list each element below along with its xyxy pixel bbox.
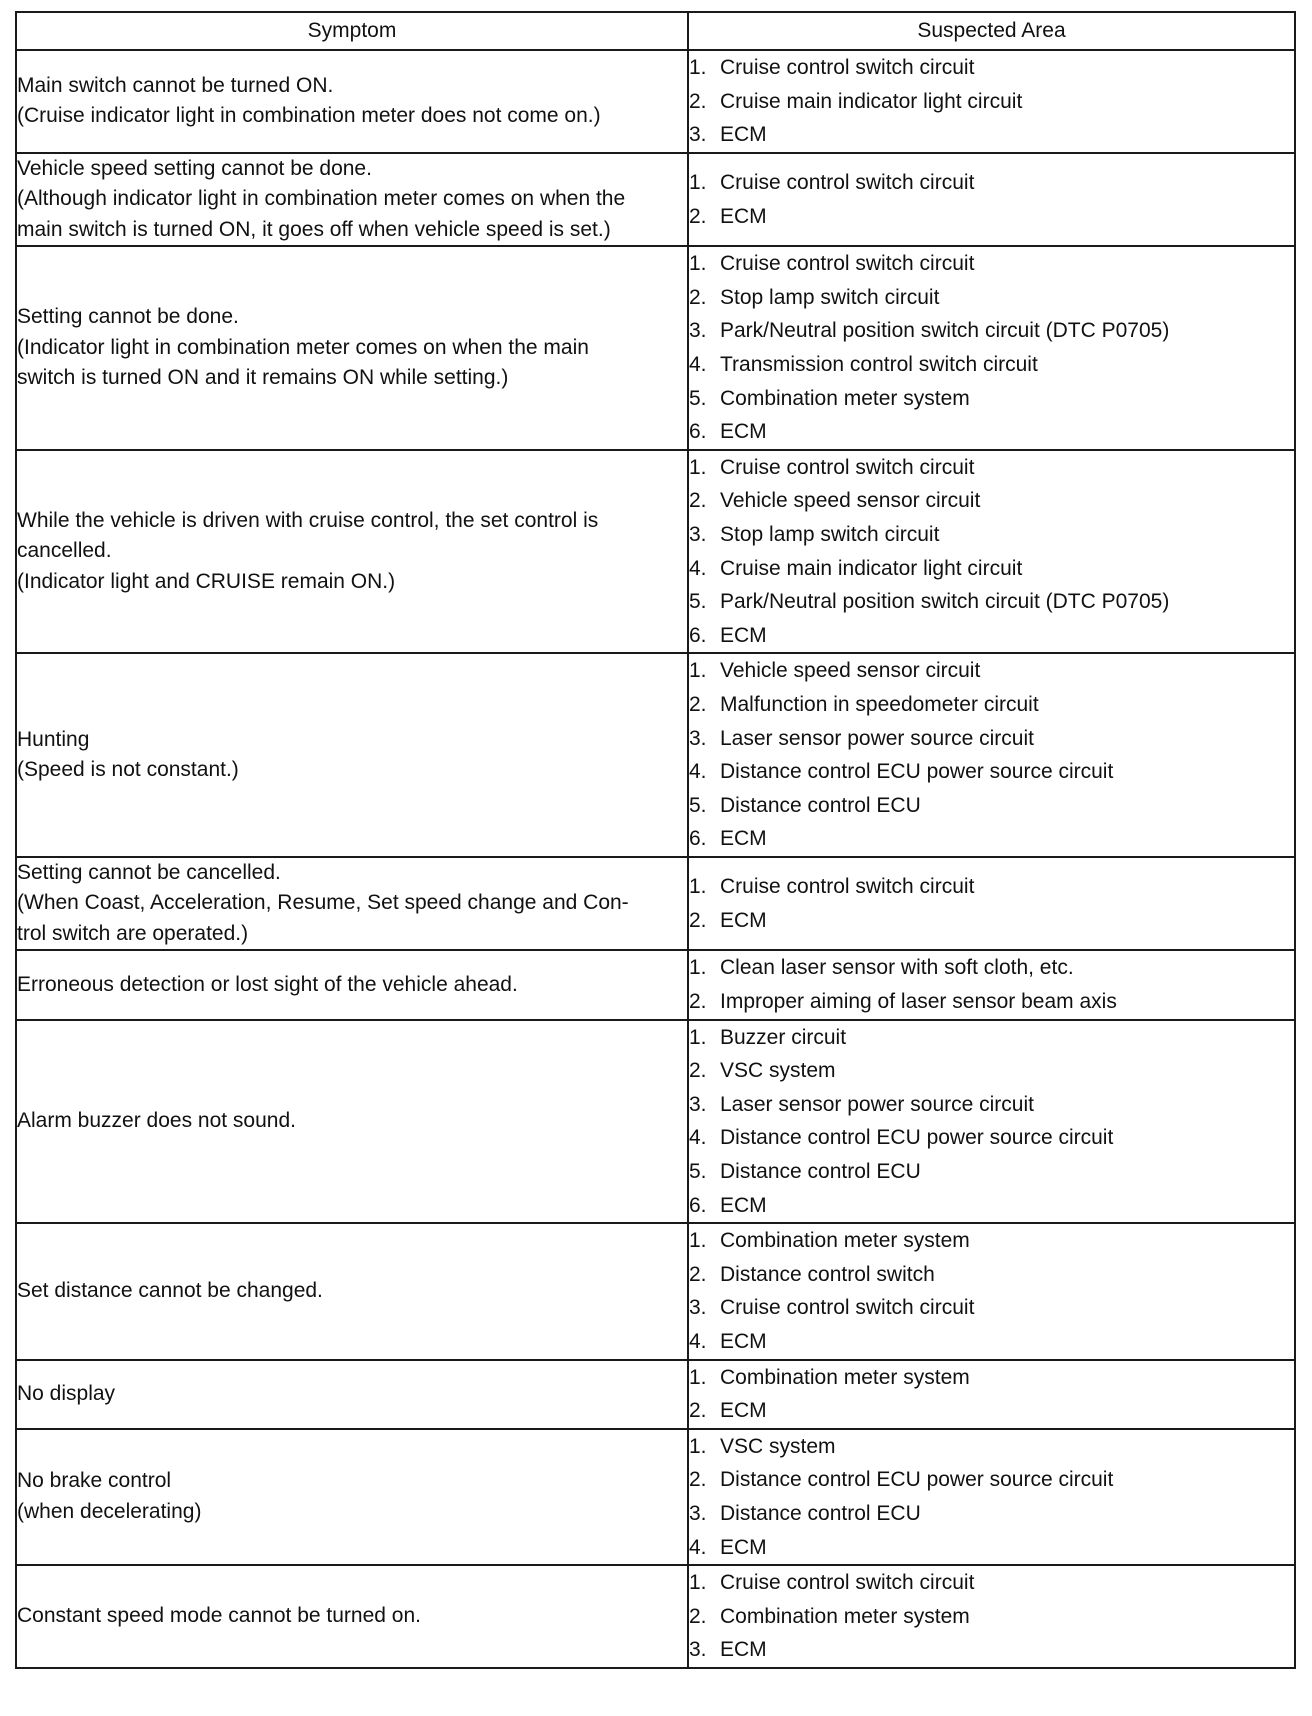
- symptom-cell: [16, 1360, 688, 1429]
- item-number: 2.: [689, 1468, 707, 1492]
- suspected-area-item: [689, 1361, 1294, 1395]
- symptom-text: Main switch cannot be turned ON.: [17, 73, 334, 97]
- suspected-area-text: Stop lamp switch circuit: [720, 523, 940, 547]
- suspected-area-item: [689, 281, 1294, 315]
- item-number: 1.: [689, 1434, 707, 1458]
- item-number: 3.: [689, 123, 707, 147]
- item-number: 6.: [689, 827, 707, 851]
- suspected-area-text: Distance control ECU power source circuit: [720, 1126, 1114, 1150]
- suspected-area-item: [689, 415, 1294, 449]
- suspected-area-item: [689, 722, 1294, 756]
- item-number: 5.: [689, 386, 707, 410]
- suspected-area-text: Laser sensor power source circuit: [720, 1092, 1034, 1116]
- suspected-area-text: Cruise control switch circuit: [720, 455, 975, 479]
- suspected-area-text: ECM: [720, 123, 767, 147]
- suspected-area-cell: [688, 653, 1295, 857]
- suspected-area-text: VSC system: [720, 1434, 836, 1458]
- symptom-cell: [16, 1565, 688, 1668]
- table-row: [16, 950, 1295, 1019]
- item-number: 3.: [689, 1092, 707, 1116]
- symptom-cell: [16, 857, 688, 951]
- suspected-area-item: [689, 1224, 1294, 1258]
- item-number: 1.: [689, 252, 707, 276]
- item-number: 5.: [689, 590, 707, 614]
- table-row: [16, 50, 1295, 153]
- suspected-area-item: [689, 1566, 1294, 1600]
- symptom-cell: [16, 1223, 688, 1359]
- item-number: 2.: [689, 204, 707, 228]
- symptom-text: While the vehicle is driven with cruise control, the set control is: [17, 508, 599, 532]
- suspected-area-item: [689, 654, 1294, 688]
- symptom-cell: [16, 450, 688, 654]
- suspected-area-text: ECM: [720, 1535, 767, 1559]
- item-number: 2.: [689, 693, 707, 716]
- item-number: 4.: [689, 1330, 707, 1353]
- symptom-text: (when decelerating): [17, 1499, 202, 1523]
- suspected-area-item: [689, 451, 1294, 485]
- symptom-text: No brake control: [17, 1469, 172, 1493]
- suspected-area-text: VSC system: [720, 1059, 836, 1083]
- suspected-area-text: Combination meter system: [720, 1604, 970, 1628]
- item-number: 3.: [689, 319, 707, 343]
- suspected-area-text: Distance control ECU power source circuit: [720, 760, 1114, 784]
- symptom-text: cancelled.: [17, 539, 112, 563]
- suspected-area-item: [689, 382, 1294, 416]
- item-number: 2.: [689, 1262, 707, 1286]
- suspected-area-text: Cruise control switch circuit: [720, 56, 975, 79]
- symptom-text: No display: [17, 1381, 116, 1405]
- suspected-area-text: Vehicle speed sensor circuit: [720, 659, 981, 683]
- suspected-area-cell: [688, 1223, 1295, 1359]
- suspected-area-text: Cruise control switch circuit: [720, 170, 975, 194]
- table-row: [16, 1020, 1295, 1224]
- suspected-area-item: [689, 688, 1294, 722]
- item-number: 2.: [689, 89, 707, 113]
- item-number: 5.: [689, 793, 707, 817]
- item-number: 2.: [689, 489, 707, 513]
- item-number: 1.: [689, 455, 707, 479]
- suspected-area-text: Combination meter system: [720, 1365, 970, 1389]
- item-number: 3.: [689, 1296, 707, 1320]
- suspected-area-item: [689, 552, 1294, 586]
- symptom-text: Setting cannot be done.: [17, 305, 239, 329]
- symptom-cell: [16, 950, 688, 1019]
- suspected-area-item: [689, 85, 1294, 119]
- symptom-text: (When Coast, Acceleration, Resume, Set speed change and Con-: [17, 891, 629, 915]
- suspected-area-item: [689, 1497, 1294, 1531]
- suspected-area-cell: [688, 153, 1295, 247]
- suspected-area-text: ECM: [720, 420, 767, 444]
- suspected-area-item: [689, 1430, 1294, 1464]
- suspected-area-item: [689, 1155, 1294, 1189]
- item-number: 1.: [689, 659, 707, 683]
- suspected-area-cell: [688, 1565, 1295, 1668]
- suspected-area-text: Distance control ECU: [720, 1501, 921, 1525]
- item-number: 2.: [689, 908, 707, 932]
- suspected-area-text: ECM: [720, 1399, 767, 1423]
- suspected-area-text: Distance control ECU power source circuit: [720, 1468, 1114, 1492]
- suspected-area-text: ECM: [720, 1193, 767, 1217]
- item-number: 4.: [689, 760, 707, 784]
- suspected-area-item: [689, 1189, 1294, 1223]
- item-number: 1.: [689, 1229, 707, 1253]
- suspected-area-cell: [688, 50, 1295, 153]
- suspected-area-item: [689, 585, 1294, 619]
- suspected-area-item: [689, 348, 1294, 382]
- symptom-text: switch is turned ON and it remains ON while setting.): [17, 366, 509, 390]
- table-row: [16, 1429, 1295, 1565]
- symptom-header: Symptom: [16, 12, 688, 50]
- suspected-area-text: ECM: [720, 827, 767, 851]
- suspected-area-item: [689, 755, 1294, 789]
- item-number: 3.: [689, 1638, 707, 1662]
- item-number: 3.: [689, 726, 707, 750]
- item-number: 3.: [689, 1501, 707, 1525]
- suspected-area-text: Buzzer circuit: [720, 1025, 847, 1049]
- symptom-text: Set distance cannot be changed.: [17, 1279, 323, 1303]
- suspected-area-item: [689, 1531, 1294, 1565]
- suspected-area-item: [689, 1258, 1294, 1292]
- suspected-area-item: [689, 1121, 1294, 1155]
- table-row: [16, 857, 1295, 951]
- suspected-area-text: ECM: [720, 623, 767, 647]
- symptom-text: trol switch are operated.): [17, 921, 249, 945]
- suspected-area-item: [689, 951, 1294, 985]
- symptom-text: (Indicator light in combination meter comes on when the main: [17, 335, 589, 359]
- suspected-area-item: [689, 1394, 1294, 1428]
- suspected-area-text: Laser sensor power source circuit: [720, 726, 1034, 750]
- suspected-area-item: [689, 619, 1294, 653]
- symptom-cell: [16, 653, 688, 857]
- suspected-area-cell: [688, 1429, 1295, 1565]
- table-row: [16, 653, 1295, 857]
- item-number: 4.: [689, 1126, 707, 1150]
- header-row: [16, 12, 1295, 50]
- suspected-area-text: Transmission control switch circuit: [720, 353, 1038, 377]
- suspected-area-item: [689, 484, 1294, 518]
- suspected-area-text: Stop lamp switch circuit: [720, 285, 940, 309]
- item-number: 1.: [689, 875, 707, 899]
- item-number: 1.: [689, 1025, 707, 1049]
- symptom-text: (Cruise indicator light in combination meter does not come on.): [17, 104, 601, 128]
- item-number: 2.: [689, 1399, 707, 1423]
- suspected-area-item: [689, 314, 1294, 348]
- symptom-text: Erroneous detection or lost sight of the vehicle ahead.: [17, 972, 518, 996]
- suspected-area-text: Combination meter system: [720, 386, 970, 410]
- item-number: 1.: [689, 170, 707, 194]
- symptom-cell: [16, 50, 688, 153]
- suspected-area-cell: [688, 1360, 1295, 1429]
- item-number: 5.: [689, 1160, 707, 1184]
- item-number: 2.: [689, 1604, 707, 1628]
- item-number: 2.: [689, 990, 707, 1014]
- suspected-area-text: Clean laser sensor with soft cloth, etc.: [720, 956, 1074, 980]
- suspected-area-item: [689, 1600, 1294, 1634]
- suspected-area-item: [689, 518, 1294, 552]
- symptom-text: Hunting: [17, 727, 90, 751]
- suspected-area-item: [689, 1463, 1294, 1497]
- item-number: 1.: [689, 56, 707, 79]
- suspected-area-item: [689, 822, 1294, 856]
- item-number: 6.: [689, 420, 707, 444]
- symptom-cell: [16, 246, 688, 450]
- table-row: [16, 1223, 1295, 1359]
- suspected-area-item: [689, 1633, 1294, 1667]
- table-row: [16, 450, 1295, 654]
- suspected-area-cell: [688, 950, 1295, 1019]
- item-number: 6.: [689, 623, 707, 647]
- suspected-area-text: Cruise control switch circuit: [720, 1296, 975, 1320]
- symptom-text: Alarm buzzer does not sound.: [17, 1109, 296, 1133]
- suspected-area-text: Improper aiming of laser sensor beam axis: [720, 990, 1117, 1014]
- symptom-cell: [16, 153, 688, 247]
- item-number: 4.: [689, 556, 707, 580]
- suspected-area-item: [689, 1088, 1294, 1122]
- suspected-area-text: ECM: [720, 1638, 767, 1662]
- symptom-text: (Indicator light and CRUISE remain ON.): [17, 569, 396, 593]
- suspected-area-text: ECM: [720, 204, 767, 228]
- suspected-area-text: Vehicle speed sensor circuit: [720, 489, 981, 513]
- symptom-cell: [16, 1020, 688, 1224]
- suspected-area-text: Combination meter system: [720, 1229, 970, 1253]
- symptom-text: Setting cannot be cancelled.: [17, 860, 281, 884]
- item-number: 3.: [689, 523, 707, 547]
- troubleshooting-table: [15, 11, 1296, 1669]
- suspected-area-item: [689, 789, 1294, 823]
- symptom-text: Constant speed mode cannot be turned on.: [17, 1604, 421, 1628]
- suspected-area-item: [689, 870, 1294, 904]
- suspected-area-text: Cruise control switch circuit: [720, 252, 975, 276]
- suspected-area-item: [689, 118, 1294, 152]
- suspected-area-item: [689, 200, 1294, 234]
- item-number: 1.: [689, 1571, 707, 1595]
- suspected-area-header: Suspected Area: [688, 12, 1295, 50]
- table-row: [16, 246, 1295, 450]
- suspected-area-item: [689, 1291, 1294, 1325]
- table-row: [16, 153, 1295, 247]
- symptom-text: main switch is turned ON, it goes off when vehicle speed is set.): [17, 217, 611, 241]
- suspected-area-text: Distance control ECU: [720, 1160, 921, 1184]
- suspected-area-item: [689, 904, 1294, 938]
- suspected-area-text: ECM: [720, 1330, 767, 1353]
- suspected-area-text: Cruise main indicator light circuit: [720, 89, 1023, 113]
- suspected-area-item: [689, 166, 1294, 200]
- suspected-area-text: Cruise control switch circuit: [720, 1571, 975, 1595]
- symptom-text: (Speed is not constant.): [17, 758, 239, 782]
- suspected-area-item: [689, 247, 1294, 281]
- suspected-area-cell: [688, 246, 1295, 450]
- suspected-area-item: [689, 1325, 1294, 1359]
- suspected-area-text: Malfunction in speedometer circuit: [720, 693, 1039, 716]
- item-number: 1.: [689, 1365, 707, 1389]
- table-row: [16, 1360, 1295, 1429]
- suspected-area-item: [689, 985, 1294, 1019]
- suspected-area-text: Park/Neutral position switch circuit (DTC P0705): [720, 590, 1170, 614]
- suspected-area-text: Distance control ECU: [720, 793, 921, 817]
- item-number: 4.: [689, 1535, 707, 1559]
- suspected-area-cell: [688, 857, 1295, 951]
- symptom-text: Vehicle speed setting cannot be done.: [17, 156, 372, 180]
- item-number: 2.: [689, 1059, 707, 1083]
- suspected-area-cell: [688, 450, 1295, 654]
- suspected-area-text: Cruise control switch circuit: [720, 875, 975, 899]
- symptom-cell: [16, 1429, 688, 1565]
- suspected-area-text: Park/Neutral position switch circuit (DTC P0705): [720, 319, 1170, 343]
- table-row: [16, 1565, 1295, 1668]
- symptom-text: (Although indicator light in combination meter comes on when the: [17, 187, 626, 211]
- item-number: 6.: [689, 1193, 707, 1217]
- item-number: 2.: [689, 285, 707, 309]
- suspected-area-item: [689, 1021, 1294, 1055]
- item-number: 4.: [689, 353, 707, 377]
- item-number: 1.: [689, 956, 707, 980]
- suspected-area-text: Distance control switch: [720, 1262, 935, 1286]
- suspected-area-item: [689, 1054, 1294, 1088]
- suspected-area-cell: [688, 1020, 1295, 1224]
- suspected-area-text: ECM: [720, 908, 767, 932]
- suspected-area-item: [689, 51, 1294, 85]
- table-body: [16, 50, 1295, 1668]
- suspected-area-text: Cruise main indicator light circuit: [720, 556, 1023, 580]
